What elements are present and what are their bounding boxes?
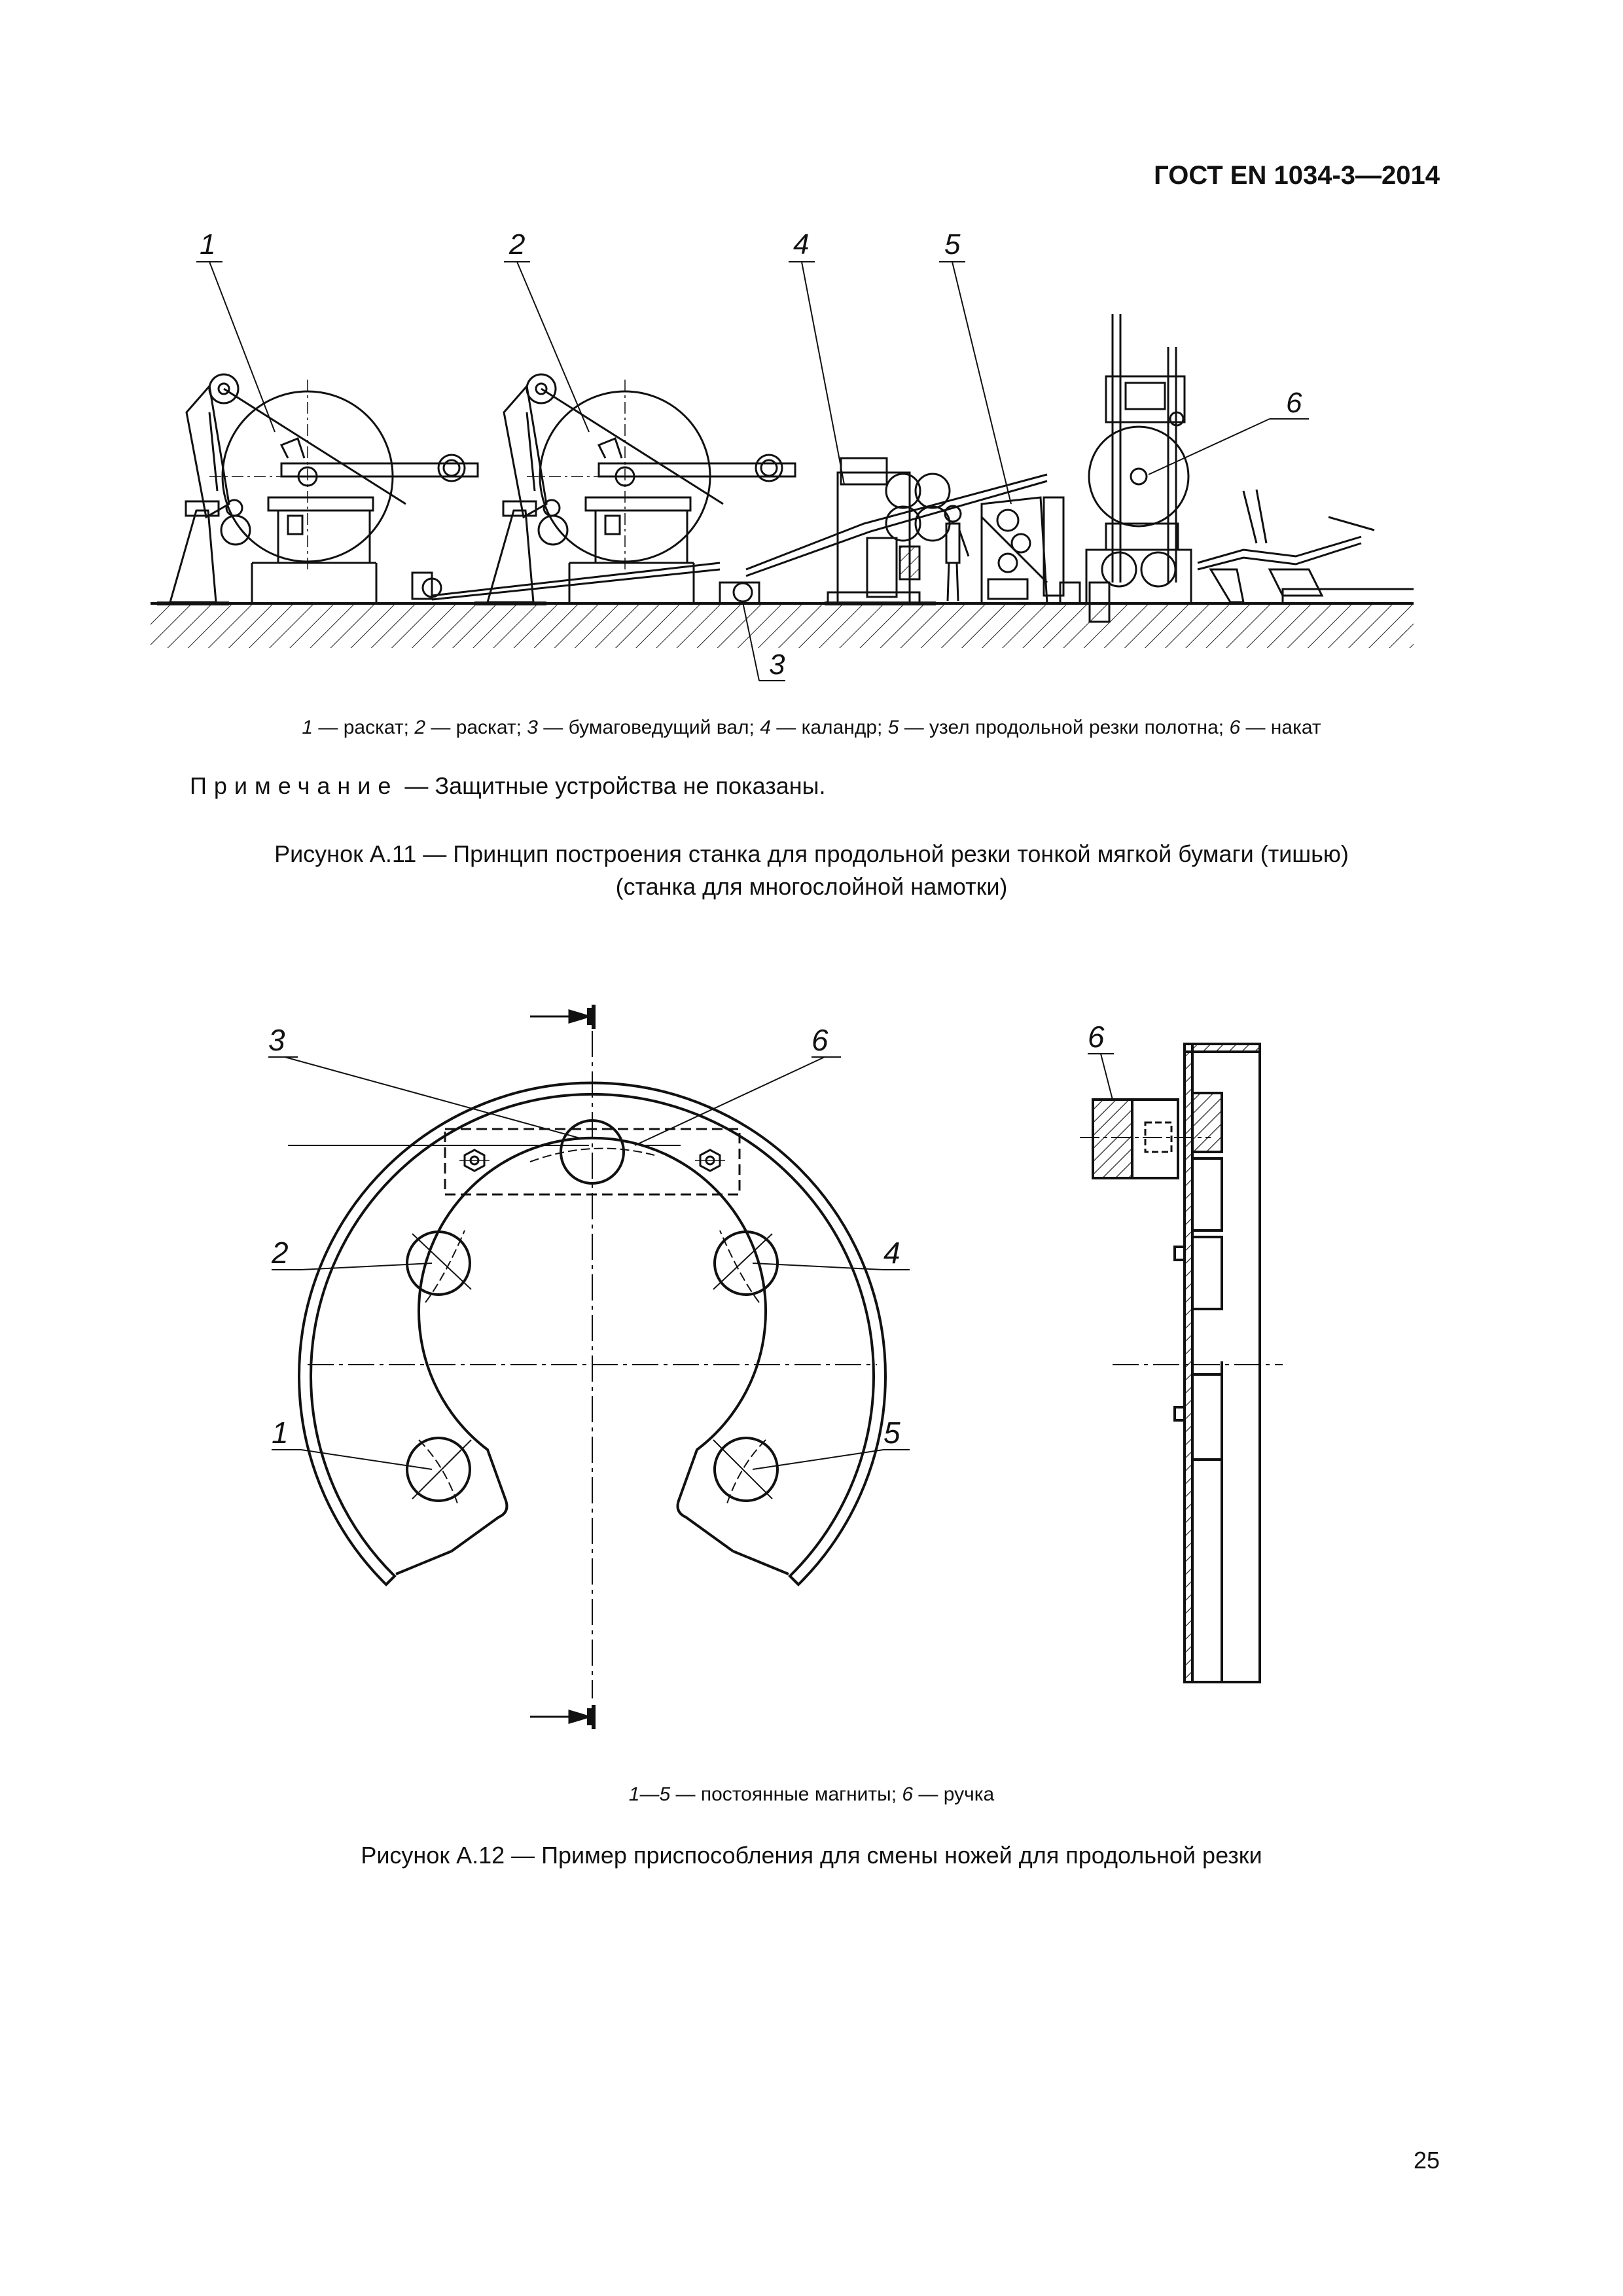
a11-callout-1: 1 [200, 228, 216, 260]
a12-callout-4: 4 [883, 1236, 901, 1270]
magnet-1 [407, 1438, 471, 1505]
a12-legend-num-1-5: 1—5 [628, 1784, 671, 1805]
side-view [1080, 1044, 1260, 1682]
a12-callout-5: 5 [883, 1416, 901, 1450]
figure-a12-drawing [249, 982, 1322, 1761]
magnet-4 [713, 1230, 777, 1302]
a11-caption-line-2: (станка для многослойной намотки) [615, 873, 1008, 900]
section-marks [589, 1008, 590, 1725]
a12-callout-2: 2 [272, 1236, 289, 1270]
magnet-5 [713, 1438, 777, 1505]
section-arrows [530, 1005, 594, 1729]
a11-legend-text-2: — раскат; [425, 717, 527, 738]
figure-a12-caption: Рисунок А.12 — Пример приспособления для смены ножей для продольной резки [361, 1842, 1262, 1869]
a11-callout-5: 5 [944, 228, 961, 260]
a11-legend-text-3: — бумаговедущий вал; [537, 717, 760, 738]
a12-legend-text-2: — ручка [913, 1784, 995, 1805]
note-text: — Защитные устройства не показаны. [398, 772, 826, 799]
figure-a11-note [190, 772, 825, 800]
a12-callout-1: 1 [272, 1416, 289, 1450]
a11-legend-num-6: 6 [1229, 717, 1241, 738]
a12-legend-num-6: 6 [902, 1784, 914, 1805]
a11-callout-4: 4 [793, 228, 810, 260]
figure-a11-legend [131, 717, 1492, 739]
a11-legend-num-4: 4 [760, 717, 771, 738]
a11-legend-text-6: — накат [1240, 717, 1321, 738]
slitting-unit [982, 497, 1080, 603]
note-label: Примечание [190, 772, 399, 799]
figure-a12-legend [131, 1784, 1492, 1806]
a12-callout-6: 6 [812, 1023, 829, 1057]
a11-callout-2: 2 [509, 228, 526, 260]
a11-legend-text-4: — каландр; [770, 717, 888, 738]
unwind-stand-1 [157, 374, 478, 603]
a11-legend-num-5: 5 [887, 717, 899, 738]
a12-callout-labels [268, 1020, 1105, 1450]
unload-table [1198, 490, 1374, 602]
a12-leader-lines [249, 982, 1158, 1469]
a11-callout-3: 3 [769, 649, 785, 681]
floor-hatching [151, 589, 1414, 648]
standard-designation: ГОСТ EN 1034-3—2014 [1154, 161, 1440, 190]
magnet-2 [407, 1230, 471, 1302]
a12-callout-6-side: 6 [1088, 1020, 1105, 1054]
a11-legend-num-3: 3 [527, 717, 538, 738]
a11-legend-text-5: — узел продольной резки полотна; [899, 717, 1230, 738]
a11-legend-text-1: — раскат; [313, 717, 415, 738]
figure-a11-caption [131, 838, 1492, 903]
a11-caption-line-1: Рисунок А.11 — Принцип построения станка для продольной резки тонкой мягкой бумаги (тишью) [274, 840, 1349, 867]
rewinder-unit [1086, 314, 1191, 622]
figure-a11-drawing [131, 216, 1440, 713]
a11-legend-num-2: 2 [414, 717, 426, 738]
page-number: 25 [1413, 2147, 1440, 2174]
operator-figure [945, 506, 969, 601]
a12-legend-text-1: — постоянные магниты; [670, 1784, 902, 1805]
a11-legend-num-1: 1 [302, 717, 313, 738]
a12-callout-3: 3 [268, 1023, 285, 1057]
web-path [412, 475, 1047, 603]
a11-callout-6: 6 [1286, 387, 1302, 419]
